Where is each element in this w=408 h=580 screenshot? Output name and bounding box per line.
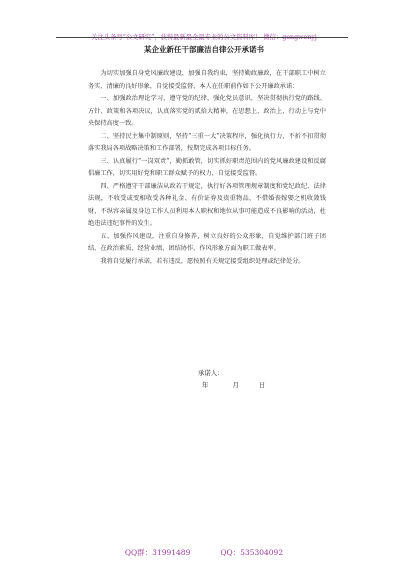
paragraph-item-1: 一、加强政治理论学习，遵守党的纪律，强化党员意识，坚决贯彻执行党的路线、方针、政策和各项决议，认真落实党的贰拾大精神，在思想上、政治上、行动上与党中央保持高度一致。 bbox=[88, 95, 326, 127]
paragraph-intro: 为切实加强自身党风廉政建设，加强自我约束，坚持勤政廉政，在干部职工中树立务实、清廉的良好形象，自觉接受监督，本人在任职前作如下公开廉政承诺： bbox=[88, 70, 326, 90]
document-title: 某企业新任干部廉洁自律公开承诺书 bbox=[144, 45, 264, 54]
date-month-label: 月 bbox=[232, 381, 239, 389]
paragraph-closing: 我将自觉履行承诺，若有违反，愿按照有关规定接受组织处理或纪律处分。 bbox=[100, 257, 305, 265]
footer-qq-number: QQ：535304092 bbox=[220, 548, 284, 557]
header-divider bbox=[56, 37, 348, 38]
paragraph-item-2: 二、坚持民主集中制原则，坚持“三重一大”决策程序，强化执行力，不折不扣贯彻落实我局各项战略决策和工作部署，按期完成各项目标任务。 bbox=[88, 132, 326, 152]
header-banner bbox=[56, 24, 352, 41]
header-banner-text: 关注头条号“公文研究”，获得最新最全最专业的公文资料库！ 微信：gongwenyj bbox=[91, 34, 317, 41]
paragraph-item-3: 三、认真履行“一岗双责”，勤抓敢管，切实抓好职责范围内的党风廉政建设和反腐倡廉工作，切实用好党和职工群众赋予的权力，自觉接受监督。 bbox=[88, 157, 326, 177]
signer-label: 承诺人： bbox=[198, 369, 224, 377]
footer-qq-group: QQ群：31991489 bbox=[124, 548, 191, 557]
date-line bbox=[202, 380, 265, 390]
footer-contact bbox=[0, 548, 408, 558]
document-body bbox=[88, 68, 326, 268]
date-year-label: 年 bbox=[202, 381, 209, 389]
paragraph-item-5: 五、加强作风建设，注重自身修养，树立良好的公众形象，自觉维护部门班子团结，在政治素质、经营业绩、团结协作、作风形象方面为职工做表率。 bbox=[88, 232, 326, 252]
paragraph-item-4: 四、严格遵守干部廉洁从政若干规定，执行好各项管理规章制度和党纪政纪、法律法规，不收受或变相收受各种礼金、有价证券及贵重物品，不借婚丧嫁娶之机收敛钱财，不纵容亲属及身边工作人员利用本人职权和地位从事可能造成不良影响的活动，杜绝违法违纪事件的发生。 bbox=[88, 182, 326, 227]
date-day-label: 日 bbox=[258, 381, 266, 389]
